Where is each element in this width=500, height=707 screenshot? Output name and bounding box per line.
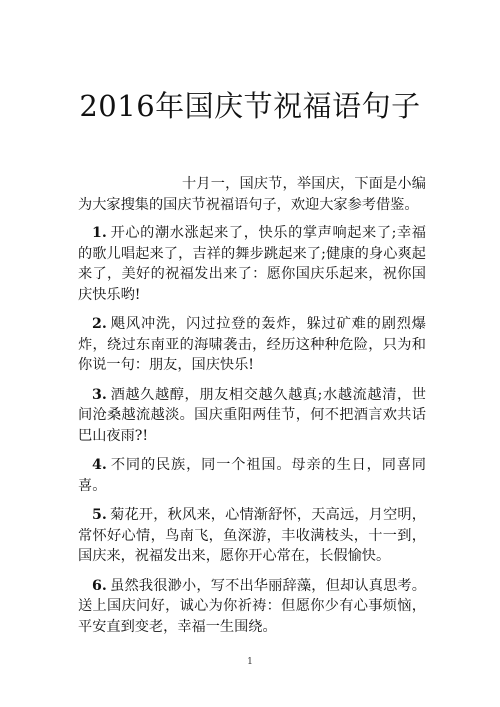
document-title: 2016年国庆节祝福语句子	[79, 89, 421, 123]
list-item-2	[78, 314, 426, 376]
list-item-6	[78, 576, 426, 638]
intro-paragraph: 十月一，国庆节，举国庆，下面是小编为大家搜集的国庆节祝福语句子，欢迎大家参考借鉴。	[78, 176, 426, 213]
item-text-6: 虽然我很渺小，写不出华丽辞藻，但却认真思考。送上国庆问好，诚心为你祈祷：但愿你少有心事烦恼，平安直到变老，幸福一生围绕。	[78, 577, 426, 635]
item-text-3: 酒越久越醇，朋友相交越久越真;水越流越清，世间沧桑越流越淡。国庆重阳两佳节，何不把酒言欢共话巴山夜雨?!	[78, 386, 426, 444]
item-text-5: 菊花开，秋风来，心情渐舒怀，天高远，月空明，常怀好心情，鸟南飞，鱼深游，丰收满枝头，十一到，国庆来，祝福发出来，愿你开心常在，长假愉快。	[78, 507, 426, 564]
item-number-3: 3.	[92, 386, 107, 403]
item-number-4: 4.	[92, 457, 107, 473]
item-text-2: 飓风冲洗，闪过拉登的轰炸，躲过矿难的剧烈爆炸，绕过东南亚的海啸袭击，经历这种种危险，只为和你说一句：朋友，国庆快乐!	[78, 316, 426, 373]
item-number-2: 2.	[92, 316, 107, 332]
list-item-1	[78, 223, 426, 305]
item-text-4: 不同的民族，同一个祖国。母亲的生日，同喜同喜。	[78, 457, 426, 494]
list-item-4	[78, 455, 426, 496]
page-number: 1	[247, 657, 253, 667]
item-number-1: 1.	[92, 225, 107, 241]
item-text-1: 开心的潮水涨起来了，快乐的掌声响起来了;幸福的歌儿唱起来了，吉祥的舞步跳起来了;健康的身心爽起来了，美好的祝福发出来了：愿你国庆乐起来，祝你国庆快乐哟!	[78, 225, 426, 303]
item-number-5: 5.	[92, 507, 107, 523]
list-item-3	[78, 385, 426, 447]
document-body	[78, 174, 426, 646]
list-item-5	[78, 505, 426, 567]
item-number-6: 6.	[92, 577, 107, 594]
